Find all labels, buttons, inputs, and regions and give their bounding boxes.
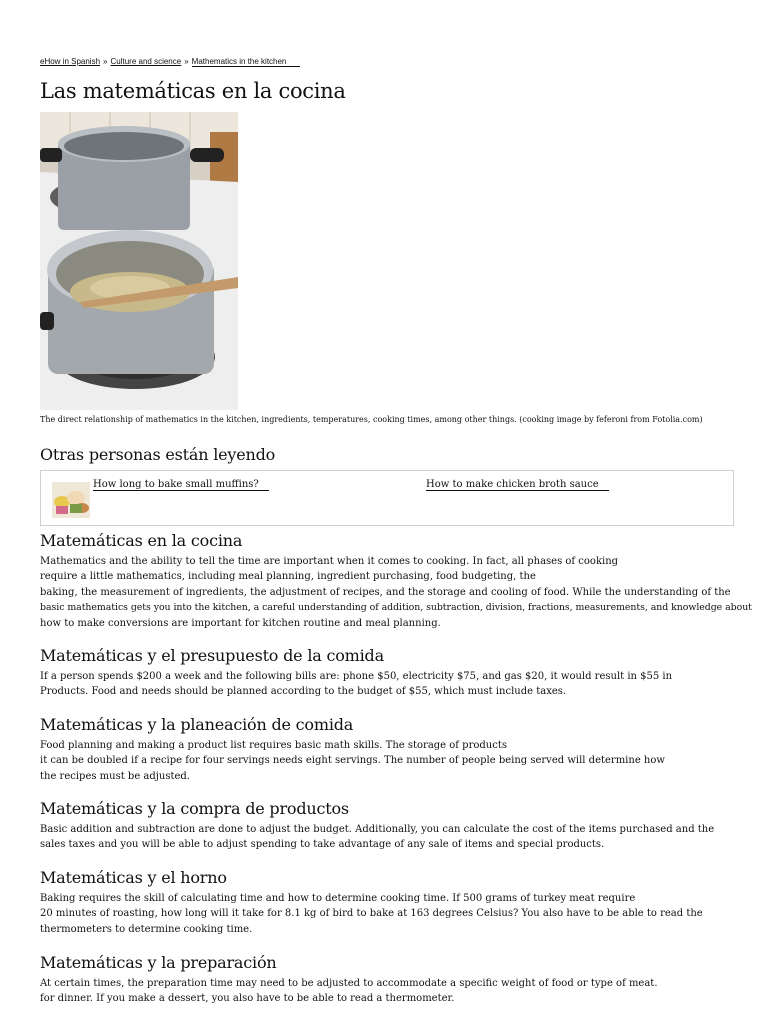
breadcrumb-link-ehow-spanish[interactable]: eHow in Spanish	[40, 57, 101, 66]
section-compra	[40, 799, 740, 853]
body-line: require a little mathematics, including meal planning, ingredient purchasing, food budgeting, the	[40, 571, 536, 583]
body-line: Food planning and making a product list requires basic math skills. The storage of products	[40, 740, 507, 751]
section-body	[40, 554, 752, 631]
section-title: Matemáticas y la preparación	[40, 953, 277, 972]
body-line: Baking requires the skill of calculating time and how to determine cooking time. If 500 grams of turkey meat require	[40, 893, 636, 904]
others-reading-title: Otras personas están leyendo	[40, 445, 276, 464]
muffins-thumbnail[interactable]	[52, 482, 90, 518]
body-line: At certain times, the preparation time may need to be adjusted to accommodate a specific weight of food or type of meat.	[40, 978, 658, 989]
section-body	[40, 669, 740, 700]
image-caption: The direct relationship of mathematics in the kitchen, ingredients, temperatures, cooking times, among other things. (cooking image by feferoni from Fotolia.com)	[40, 415, 703, 424]
section-title: Matemáticas en la cocina	[40, 531, 243, 550]
body-line: baking, the measurement of ingredients, the adjustment of recipes, and the storage and cooling of food. While the understanding of the	[40, 586, 731, 598]
body-line: Basic addition and subtraction are done to adjust the budget. Additionally, you can calculate the cost of the items purchased and the	[40, 824, 715, 835]
section-title: Matemáticas y la compra de productos	[40, 799, 349, 818]
breadcrumb-separator: »	[103, 57, 108, 66]
section-body	[40, 891, 740, 937]
section-presupuesto	[40, 646, 740, 700]
body-line: Mathematics and the ability to tell the time are important when it comes to cooking. In fact, all phases of cooking	[40, 556, 619, 567]
related-articles-box	[40, 470, 734, 526]
section-title: Matemáticas y la planeación de comida	[40, 715, 354, 734]
body-line: how to make conversions are important for kitchen routine and meal planning.	[40, 617, 441, 629]
section-title: Matemáticas y el horno	[40, 868, 227, 887]
body-line: 20 minutes of roasting, how long will it take for 8.1 kg of bird to bake at 163 degrees Celsius? You also have to be able to read the	[40, 908, 703, 920]
section-preparacion	[40, 953, 740, 1007]
breadcrumb-link-culture-science[interactable]: Culture and science	[110, 57, 182, 66]
body-line: basic mathematics gets you into the kitchen, a careful understanding of addition, subtraction, division, fractions, measurements, and knowledge about	[40, 602, 752, 614]
body-line: it can be doubled if a recipe for four servings needs eight servings. The number of people being served will determine how	[40, 755, 665, 767]
body-line: sales taxes and you will be able to adjust spending to take advantage of any sale of items and special products.	[40, 839, 605, 851]
section-body	[40, 976, 740, 1007]
body-line: the recipes must be adjusted.	[40, 770, 190, 782]
breadcrumb-separator: »	[184, 57, 189, 66]
section-body	[40, 822, 740, 853]
related-link-muffins[interactable]: How long to bake small muffins?	[93, 479, 269, 491]
body-line: If a person spends $200 a week and the following bills are: phone $50, electricity $75, and gas $20, it would result in $55 in	[40, 671, 673, 682]
body-line: thermometers to determine cooking time.	[40, 923, 253, 935]
section-cocina	[40, 531, 752, 631]
related-link-chicken-broth[interactable]: How to make chicken broth sauce	[426, 479, 609, 491]
page-title: Las matemáticas en la cocina	[40, 79, 346, 103]
section-horno	[40, 868, 740, 937]
section-title: Matemáticas y el presupuesto de la comida	[40, 646, 384, 665]
body-line: for dinner. If you make a dessert, you also have to be able to read a thermometer.	[40, 993, 455, 1005]
body-line: Products. Food and needs should be planned according to the budget of $55, which must include taxes.	[40, 686, 567, 698]
section-body	[40, 738, 740, 784]
section-planeacion	[40, 715, 740, 784]
cooking-pots-photo	[40, 112, 238, 410]
breadcrumb-link-math-kitchen[interactable]: Mathematics in the kitchen	[192, 57, 301, 67]
breadcrumb	[40, 57, 300, 66]
